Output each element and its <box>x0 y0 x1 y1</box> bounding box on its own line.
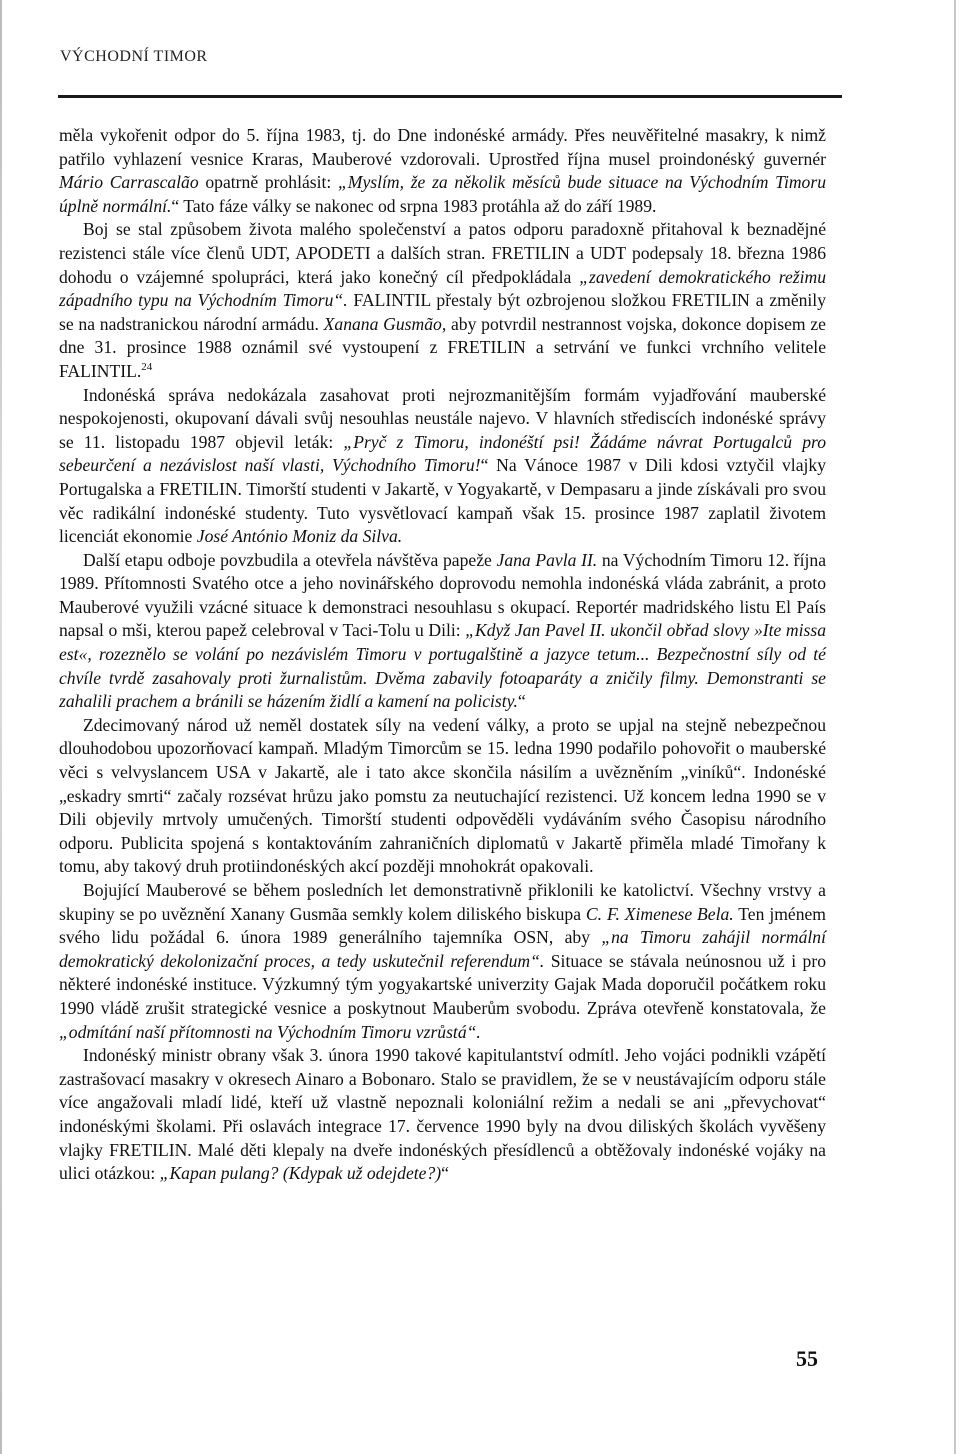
scan-margin-right <box>954 0 956 1454</box>
text-run: “ <box>517 691 526 712</box>
text-run: Další etapu odboje povzbudila a otevřela návštěva papeže <box>83 549 497 570</box>
text-run: “ <box>441 1163 449 1184</box>
paragraph <box>59 879 826 1044</box>
page-number: 55 <box>796 1346 818 1371</box>
text-run: Bojující Mauberové se během posledních let demonstrativně přiklonili ke katolictví. Všechny vrstvy a skupiny se po uvěznění Xanany Gusmãa semkly kolem diliského biskupa <box>59 880 826 924</box>
scan-margin-left <box>0 0 2 1454</box>
italic-run: Jana Pavla II. <box>496 549 598 570</box>
paragraph <box>59 714 826 879</box>
text-run: “ Na Vánoce 1987 v Dili kdosi vztyčil vlajky Portugalska a FRETILIN. Timorští studenti v Jakartě, v Yogyakartě, v Dempasaru a jinde získávali pro svou věc radikální indonéské studenty. Tuto vysvětlovací kampaň však 15. prosince 1987 zaplatil životem licenciát ekonomie <box>59 455 826 547</box>
footnote-ref: 24 <box>141 361 153 374</box>
header-rule <box>58 95 842 98</box>
italic-run: „Když Jan Pavel II. ukončil obřad slovy »Ite missa est«, rozeznělo se volání po nezávislém Timoru v portugalštině a jazyce tetum... Bezpečnostní síly od té chvíle tvrdě zasahovaly proti žurnalistům. Dvěma zabavily fotoaparáty a zničily filmy. Demonstranti se zahalili prachem a bránili se házením židlí a kamení na policisty. <box>59 620 826 712</box>
text-run: opatrně prohlásit: <box>198 172 339 193</box>
text-run: “ Tato fáze války se nakonec od srpna 1983 protáhla až do září 1989. <box>171 195 657 216</box>
italic-run: Mário Carrascalão <box>59 172 199 193</box>
paragraph <box>59 1044 826 1186</box>
italic-run: José António Moniz da Silva. <box>196 526 403 547</box>
italic-run: „na Timoru zahájil normální demokratický dekolonizační proces, a tedy uskutečnil referendum“. <box>59 927 826 971</box>
italic-run: Xanana Gusmão, <box>323 313 447 334</box>
text-run: měla vykořenit odpor do 5. října 1983, tj. do Dne indonéské armády. Přes neuvěřitelné masakry, k nimž patřilo vyhlazení vesnice Kraras, Mauberové vzdorovali. Uprostřed října musel proindonéský guvernér <box>59 125 826 169</box>
text-run: Situace se stávala neúnosnou už i pro některé indonéské instituce. Výzkumný tým yogyakartské univerzity Gajak Mada doporučil počátkem roku 1990 vládě zrušit strategické vesnice a poskytnout Mauberům svobodu. Zpráva otevřeně konstatovala, že <box>59 950 826 1018</box>
text-run: Indonéský ministr obrany však 3. února 1990 takové kapitulantství odmítl. Jeho vojáci podnikli vzápětí zastrašovací masakry v okresech Ainaro a Bobonaro. Stalo se pravidlem, že se v neustávajícím odporu stále více angažovali mladí lidé, kteří už vlastně nepoznali koloniální režim a nedali se ani „převychovat“ indonéskými školami. Při oslavách integrace 17. července 1990 byly na dvou diliských školách vyvěšeny vlajky FRETILIN. Malé děti klepaly na dveře indonéských přesídlenců a obtěžovaly indonéské vojáky na ulici otázkou: <box>59 1045 826 1184</box>
paragraph <box>59 218 826 383</box>
italic-run: C. F. Ximenese Bela. <box>585 903 734 924</box>
italic-run: „Pryč z Timoru, indonéští psi! Žádáme návrat Portugalců pro sebeurčení a nezávislost naší vlasti, Východního Timoru! <box>59 431 826 476</box>
italic-run: „Myslím, že za několik měsíců bude situace na Východním Timoru úplně normální. <box>59 172 826 216</box>
text-run: Boj se stal způsobem života malého společenství a patos odporu paradoxně přitahoval k beznadějné rezistenci stále více členů UDT, APODETI a dalších stran. FRETILIN a UDT podepsaly 18. března 1986 dohodu o vzájemné spolupráci, která jako konečný cíl předpokládala <box>59 219 826 287</box>
text-run: Zdecimovaný národ už neměl dostatek síly na vedení války, a proto se upjal na stejně nebezpečnou dlouhodobou upozorňovací kampaň. Mladým Timorcům se 15. ledna 1990 podařilo pohovořit o mauberské věci s velvyslancem USA v Jakartě, ale i tato akce skončila násilím a uvězněním „viníků“. Indonéské „eskadry smrti“ začaly rozsévat hrůzu jako pomstu za neutuchající rezistenci. Už koncem ledna 1990 se v Dili objevily mrtvoly umučených. Timorští studenti odpověděli vydáváním svého Časopisu národního odporu. Publicita spojená s kontaktováním zahraničních diplomatů v Jakartě přiměla mladé Timořany k tomu, aby takový druh protiindonéských akcí později mnohokrát opakovali. <box>59 714 826 877</box>
paragraph <box>59 549 826 714</box>
running-header: VÝCHODNÍ TIMOR <box>60 48 208 65</box>
text-run: na Východním Timoru 12. října 1989. Přítomnosti Svatého otce a jeho novinářského doprovodu nemohla indonéská vláda zabránit, a proto Mauberové využili vzácné situace k demonstraci nesouhlasu s okupací. Reportér madridského listu El País napsal o mši, kterou papež celebroval v Taci-Tolu u Dili: <box>59 549 826 641</box>
text-run: aby potvrdil nestrannost vojska, dokonce dopisem ze dne 31. prosince 1988 oznámil své vystoupení z FRETILIN a setrvání ve funkci vrchního velitele FALINTIL. <box>59 313 826 381</box>
text-run: Ten jménem svého lidu požádal 6. února 1989 generálního tajemníka OSN, aby <box>59 903 826 948</box>
body-text <box>59 124 826 1186</box>
italic-run: „zavedení demokratického režimu západního typu na Východním Timoru“. <box>59 266 827 311</box>
italic-run: „odmítání naší přítomnosti na Východním Timoru vzrůstá“. <box>59 1021 481 1042</box>
paragraph <box>59 124 826 218</box>
text-run: FALINTIL přestaly být ozbrojenou složkou FRETILIN a změnily se na nadstranickou národní armádu. <box>59 290 826 334</box>
italic-run: „Kapan pulang? (Kdypak už odejdete?) <box>159 1163 442 1184</box>
paragraph <box>59 384 826 549</box>
text-run: Indonéská správa nedokázala zasahovat proti nejrozmanitějším formám vyjadřování mauberské nespokojenosti, okupovaní dávali svůj nesouhlas neustále najevo. V hlavních střediscích indonéské správy se 11. listopadu 1987 objevil leták: <box>59 384 826 452</box>
